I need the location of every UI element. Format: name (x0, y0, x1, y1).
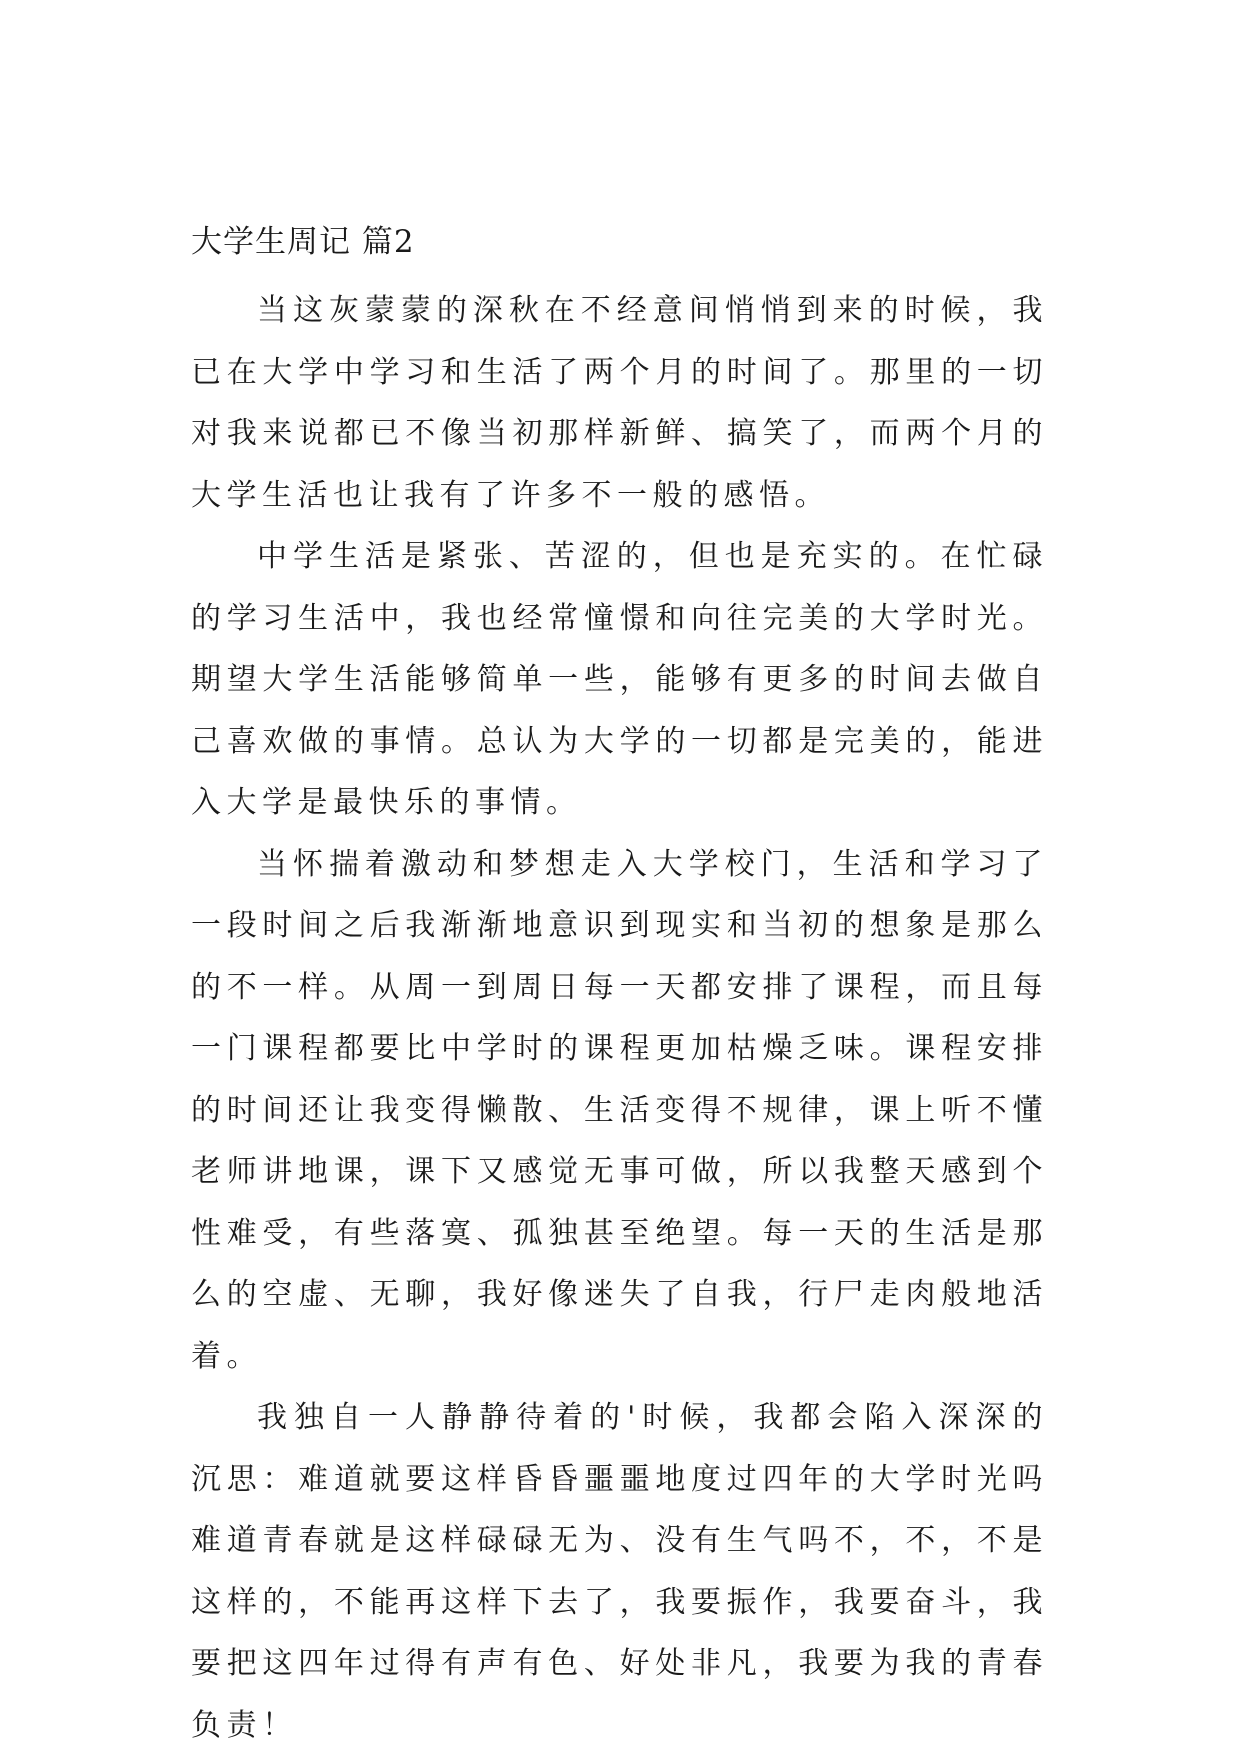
paragraph-4: 我独自一人静静待着的'时候，我都会陷入深深的沉思：难道就要这样昏昏噩噩地度过四年的大学时光吗难道青春就是这样碌碌无为、没有生气吗不，不，不是这样的，不能再这样下去了，我要振作，我要奋斗，我要把这四年过得有声有色、好处非凡，我要为我的青春负责！ (191, 1400, 1048, 1743)
paragraph-1: 当这灰蒙蒙的深秋在不经意间悄悄到来的时候，我已在大学中学习和生活了两个月的时间了。那里的一切对我来说都已不像当初那样新鲜、搞笑了，而两个月的大学生活也让我有了许多不一般的感悟。 (191, 293, 1048, 513)
paragraph-3: 当怀揣着激动和梦想走入大学校门，生活和学习了一段时间之后我渐渐地意识到现实和当初的想象是那么的不一样。从周一到周日每一天都安排了课程，而且每一门课程都要比中学时的课程更加枯燥乏味。课程安排的时间还让我变得懒散、生活变得不规律，课上听不懂老师讲地课，课下又感觉无事可做，所以我整天感到个性难受，有些落寞、孤独甚至绝望。每一天的生活是那么的空虚、无聊，我好像迷失了自我，行尸走肉般地活着。 (191, 846, 1048, 1374)
paragraph-2: 中学生活是紧张、苦涩的，但也是充实的。在忙碌的学习生活中，我也经常憧憬和向往完美的大学时光。期望大学生活能够简单一些，能够有更多的时间去做自己喜欢做的事情。总认为大学的一切都是完美的，能进入大学是最快乐的事情。 (191, 539, 1048, 820)
document-body (191, 280, 1048, 1756)
document-title: 大学生周记 篇2 (191, 224, 415, 260)
